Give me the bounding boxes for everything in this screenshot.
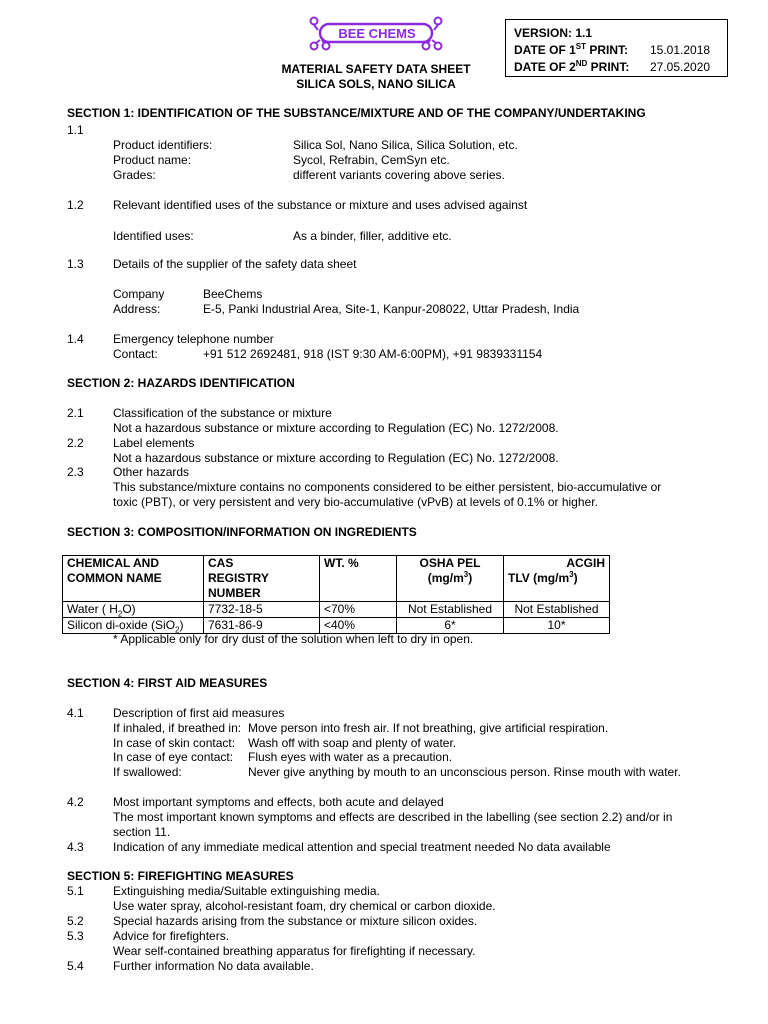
indication-text: Indication of any immediate medical attention and special treatment needed No data available [113, 840, 611, 854]
identified-uses-value: As a binder, filler, additive etc. [293, 229, 452, 243]
column-header: CHEMICAL AND COMMON NAME [63, 556, 204, 602]
label-elements-heading: Label elements [113, 436, 195, 450]
first-aid-heading: Description of first aid measures [113, 706, 285, 720]
table-cell: 7732-18-5 [204, 602, 320, 618]
product-identifiers-value: Silica Sol, Nano Silica, Silica Solution, etc. [293, 138, 518, 152]
section-number: 1.3 [67, 257, 84, 271]
other-hazards-heading: Other hazards [113, 465, 190, 479]
column-header: OSHA PEL $(mg/m^3)$ [397, 556, 504, 602]
symptoms-text: The most important known symptoms and effects are described in the labelling (see section 2.2) and/or in [113, 810, 673, 824]
section-2-heading: SECTION 2: HAZARDS IDENTIFICATION [67, 376, 295, 390]
table-cell: <40% [320, 618, 397, 634]
section-number: 4.2 [67, 795, 84, 809]
table-cell: Not Established [397, 602, 504, 618]
company-label: Company [113, 287, 165, 301]
uses-heading: Relevant identified uses of the substance or mixture and uses advised against [113, 198, 528, 212]
column-header: WT. % [320, 556, 397, 602]
supplier-heading: Details of the supplier of the safety data sheet [113, 257, 357, 271]
table-cell: 6* [397, 618, 504, 634]
contact-label: Contact: [113, 347, 158, 361]
table-cell: Not Established [504, 602, 610, 618]
section-1-heading: SECTION 1: IDENTIFICATION OF THE SUBSTANCE/MIXTURE AND OF THE COMPANY/UNDERTAKING [67, 106, 646, 120]
version-label: VERSION: 1.1 [514, 26, 593, 40]
skin-contact-value: Wash off with soap and plenty of water. [248, 736, 457, 750]
address-label: Address: [113, 302, 161, 316]
section-number: 1.1 [67, 123, 84, 137]
first-print-label: DATE OF 1ST PRINT: [514, 42, 629, 57]
version-box [505, 19, 728, 77]
section-number: 5.4 [67, 959, 84, 973]
advice-text: Wear self-contained breathing apparatus for firefighting if necessary. [113, 944, 476, 958]
swallowed-label: If swallowed: [113, 765, 182, 779]
table-footnote: * Applicable only for dry dust of the solution when left to dry in open. [113, 632, 474, 646]
table-cell: 7631-86-9 [204, 618, 320, 634]
document-subtitle: SILICA SOLS, NANO SILICA [296, 77, 456, 91]
table-cell: Water ( $H_2O$) [63, 602, 204, 618]
section-number: 1.4 [67, 332, 84, 346]
section-5-heading: SECTION 5: FIREFIGHTING MEASURES [67, 869, 294, 883]
section-number: 2.1 [67, 406, 84, 420]
composition-table [62, 555, 610, 634]
identified-uses-label: Identified uses: [113, 229, 194, 243]
table-row [63, 602, 610, 618]
symptoms-heading: Most important symptoms and effects, both acute and delayed [113, 795, 444, 809]
section-4-heading: SECTION 4: FIRST AID MEASURES [67, 676, 268, 690]
label-elements-text: Not a hazardous substance or mixture according to Regulation (EC) No. 1272/2008. [113, 451, 559, 465]
logo-text: BEE CHEMS [338, 26, 416, 41]
section-number: 5.2 [67, 914, 84, 928]
classification-heading: Classification of the substance or mixture [113, 406, 332, 420]
section-3-heading: SECTION 3: COMPOSITION/INFORMATION ON INGREDIENTS [67, 525, 417, 539]
table-cell: <70% [320, 602, 397, 618]
column-header: CAS REGISTRY NUMBER [204, 556, 320, 602]
eye-contact-label: In case of eye contact: [113, 750, 234, 764]
table-cell: Silicon di-oxide (SiO$_2$) [63, 618, 204, 634]
advice-heading: Advice for firefighters. [113, 929, 230, 943]
contact-value: +91 512 2692481, 918 (IST 9:30 AM-6:00PM), +91 9839331154 [203, 347, 543, 361]
address-value: E-5, Panki Industrial Area, Site-1, Kanpur-208022, Uttar Pradesh, India [203, 302, 580, 316]
first-print-date: 15.01.2018 [650, 43, 711, 57]
eye-contact-value: Flush eyes with water as a precaution. [248, 750, 453, 764]
table-header-row [63, 556, 610, 602]
inhaled-label: If inhaled, if breathed in: [113, 721, 242, 735]
extinguishing-media-heading: Extinguishing media/Suitable extinguishing media. [113, 884, 380, 898]
special-hazards-text: Special hazards arising from the substance or mixture silicon oxides. [113, 914, 478, 928]
product-name-label: Product name: [113, 153, 192, 167]
table-cell: 10* [504, 618, 610, 634]
second-print-label: DATE OF 2ND PRINT: [514, 59, 630, 74]
swallowed-value: Never give anything by mouth to an unconscious person. Rinse mouth with water. [248, 765, 681, 779]
section-number: 5.3 [67, 929, 84, 943]
inhaled-value: Move person into fresh air. If not breathing, give artificial respiration. [248, 721, 609, 735]
further-info-text: Further information No data available. [113, 959, 314, 973]
classification-text: Not a hazardous substance or mixture according to Regulation (EC) No. 1272/2008. [113, 421, 559, 435]
grades-value: different variants covering above series. [293, 168, 505, 182]
second-print-date: 27.05.2020 [650, 60, 711, 74]
document-title: MATERIAL SAFETY DATA SHEET [281, 62, 471, 76]
product-identifiers-label: Product identifiers: [113, 138, 213, 152]
extinguishing-media-text: Use water spray, alcohol-resistant foam, dry chemical or carbon dioxide. [113, 899, 496, 913]
grades-label: Grades: [113, 168, 156, 182]
column-header: ACGIH TLV $(mg/m^3)$ [504, 556, 610, 602]
section-number: 1.2 [67, 198, 84, 212]
skin-contact-label: In case of skin contact: [113, 736, 236, 750]
section-number: 2.2 [67, 436, 84, 450]
product-name-value: Sycol, Refrabin, CemSyn etc. [293, 153, 450, 167]
beechems-logo [304, 16, 448, 52]
company-value: BeeChems [203, 287, 263, 301]
other-hazards-text: This substance/mixture contains no components considered to be either persistent, bio-accumulative or [113, 480, 662, 494]
symptoms-text: section 11. [113, 825, 171, 839]
section-number: 4.3 [67, 840, 84, 854]
section-number: 4.1 [67, 706, 84, 720]
emergency-heading: Emergency telephone number [113, 332, 274, 346]
other-hazards-text: toxic (PBT), or very persistent and very bio-accumulative (vPvB) at levels of 0.1% or higher. [113, 495, 598, 509]
section-number: 5.1 [67, 884, 84, 898]
section-number: 2.3 [67, 465, 84, 479]
